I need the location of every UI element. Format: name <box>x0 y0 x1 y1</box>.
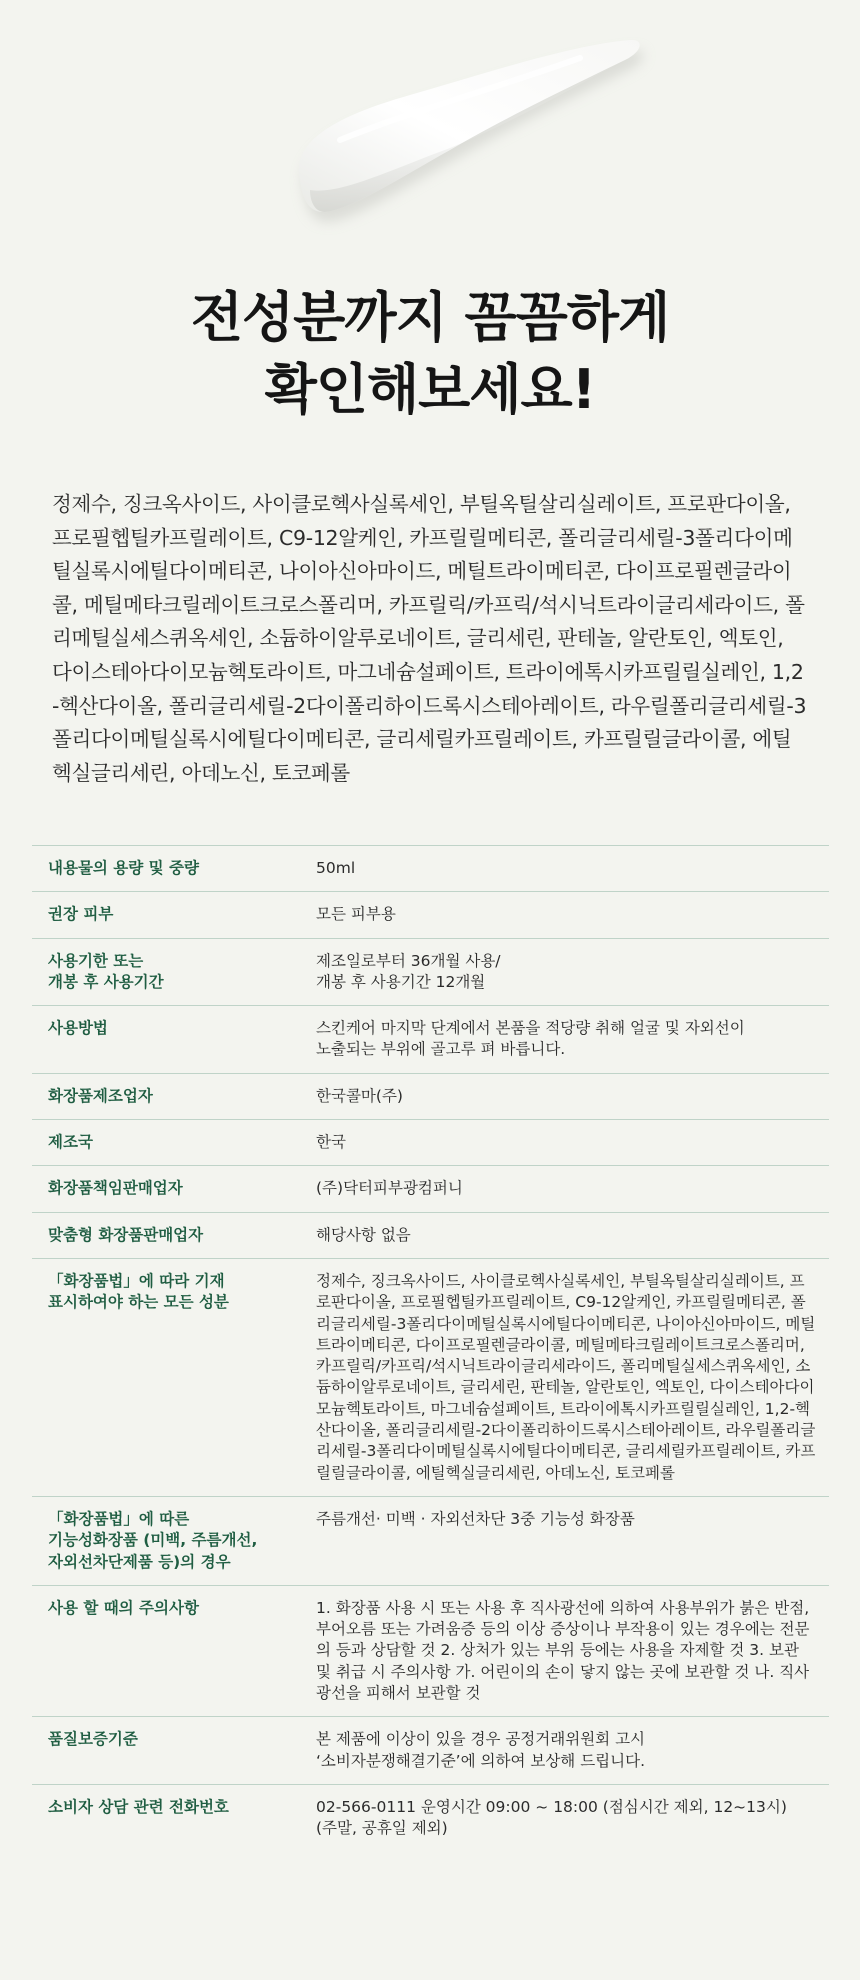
info-row <box>32 1717 829 1785</box>
info-row-value: 스킨케어 마지막 단계에서 본품을 적당량 취해 얼굴 및 자외선이 노출되는 부위에 골고루 펴 바릅니다. <box>316 1006 829 1074</box>
info-row-value: 한국 <box>316 1120 829 1166</box>
info-row-value: 50ml <box>316 846 829 892</box>
info-row <box>32 1585 829 1716</box>
info-row-value: 정제수, 징크옥사이드, 사이클로헥사실록세인, 부틸옥틸살리실레이트, 프로판다이올, 프로필헵틸카프릴레이트, C9-12알케인, 카프릴릴메티콘, 폴리글리세릴-3폴리다이메틸실록시에틸다이메티콘, 나이아신아마이드, 메틸트라이메티콘, 다이프로필렌글라이콜, 메틸메타크릴레이트크로스폴리머, 카프릴릭/카프릭/석시닉트라이글리세라이드, 폴리메틸실세스퀴옥세인, 소듐하이알루로네이트, 글리세린, 판테놀, 알란토인, 엑토인, 다이스테아다이모늄헥토라이트, 마그네슘설페이트, 트라이에톡시카프릴릴실레인, 1,2-헥산다이올, 폴리글리세릴-2다이폴리하이드록시스테아레이트, 라우릴폴리글리세릴-3폴리다이메틸실록시에틸다이메티콘, 글리세릴카프릴레이트, 카프릴릴글라이콜, 에틸헥실글리세린, 아데노신, 토코페롤 <box>316 1258 829 1496</box>
info-row <box>32 1166 829 1212</box>
info-row-label: 권장 피부 <box>32 892 316 938</box>
full-ingredients-paragraph: 정제수, 징크옥사이드, 사이클로헥사실록세인, 부틸옥틸살리실레이트, 프로판다이올, 프로필헵틸카프릴레이트, C9-12알케인, 카프릴릴메티콘, 폴리글리세릴-3폴리다이메틸실록시에틸다이메티콘, 나이아신아마이드, 메틸트라이메티콘, 다이프로필렌글라이콜, 메틸메타크릴레이트크로스폴리머, 카프릴릭/카프릭/석시닉트라이글리세라이드, 폴리메틸실세스퀴옥세인, 소듐하이알루로네이트, 글리세린, 판테놀, 알란토인, 엑토인, 다이스테아다이모늄헥토라이트, 마그네슘설페이트, 트라이에톡시카프릴릴실레인, 1,2-헥산다이올, 폴리글리세릴-2다이폴리하이드록시스테아레이트, 라우릴폴리글리세릴-3폴리다이메틸실록시에틸다이메티콘, 글리세릴카프릴레이트, 카프릴릴글라이콜, 에틸헥실글리세린, 아데노신, 토코페롤 <box>52 492 807 785</box>
info-row-value: 주름개선· 미백 · 자외선차단 3중 기능성 화장품 <box>316 1496 829 1585</box>
info-row-value: 본 제품에 이상이 있을 경우 공정거래위원회 고시 ‘소비자분쟁해결기준’에 의하여 보상해 드립니다. <box>316 1717 829 1785</box>
info-row-value: 02-566-0111 운영시간 09:00 ~ 18:00 (점심시간 제외, 12~13시) (주말, 공휴일 제외) <box>316 1784 829 1851</box>
info-row <box>32 1073 829 1119</box>
info-row <box>32 938 829 1006</box>
info-row-label: 내용물의 용량 및 중량 <box>32 846 316 892</box>
page-headline <box>0 282 860 426</box>
info-row-label: 사용방법 <box>32 1006 316 1074</box>
headline-line-1: 전성분까지 꼼꼼하게 <box>190 286 670 349</box>
info-row-value: 해당사항 없음 <box>316 1212 829 1258</box>
info-row <box>32 1258 829 1496</box>
info-row <box>32 1496 829 1585</box>
info-row <box>32 1784 829 1851</box>
headline-line-2: 확인해보세요! <box>264 358 596 421</box>
hero-image-area <box>0 0 860 260</box>
info-row-label: 화장품제조업자 <box>32 1073 316 1119</box>
info-row-label: 「화장품법」에 따라 기재 표시하여야 하는 모든 성분 <box>32 1258 316 1496</box>
info-row-label: 사용 할 때의 주의사항 <box>32 1585 316 1716</box>
product-info-table <box>32 845 829 1852</box>
cream-swatch-image <box>280 20 660 240</box>
info-row-value: 1. 화장품 사용 시 또는 사용 후 직사광선에 의하여 사용부위가 붉은 반점, 부어오름 또는 가려움증 등의 이상 증상이나 부작용이 있는 경우에는 전문의 등과 상담할 것 2. 상처가 있는 부위 등에는 사용을 자제할 것 3. 보관 및 취급 시 주의사항 가. 어린이의 손이 닿지 않는 곳에 보관할 것 나. 직사광선을 피해서 보관할 것 <box>316 1585 829 1716</box>
info-row-value: 제조일로부터 36개월 사용/ 개봉 후 사용기간 12개월 <box>316 938 829 1006</box>
info-row-value: 모든 피부용 <box>316 892 829 938</box>
info-row <box>32 1212 829 1258</box>
info-row-label: 소비자 상담 관련 전화번호 <box>32 1784 316 1851</box>
info-row <box>32 892 829 938</box>
info-row-value: (주)닥터피부광컴퍼니 <box>316 1166 829 1212</box>
info-row <box>32 1120 829 1166</box>
info-row-label: 품질보증기준 <box>32 1717 316 1785</box>
info-row-label: 맞춤형 화장품판매업자 <box>32 1212 316 1258</box>
info-row-value: 한국콜마(주) <box>316 1073 829 1119</box>
info-row-label: 「화장품법」에 따른 기능성화장품 (미백, 주름개선, 자외선차단제품 등)의 경우 <box>32 1496 316 1585</box>
info-row <box>32 1006 829 1074</box>
info-row <box>32 846 829 892</box>
info-row-label: 제조국 <box>32 1120 316 1166</box>
info-row-label: 사용기한 또는 개봉 후 사용기간 <box>32 938 316 1006</box>
info-row-label: 화장품책임판매업자 <box>32 1166 316 1212</box>
